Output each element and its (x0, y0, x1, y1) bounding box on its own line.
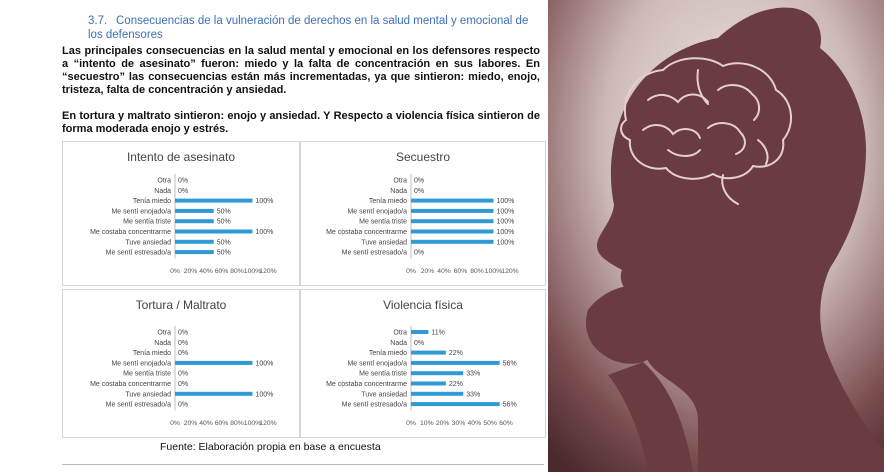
tick-label: 40% (199, 420, 213, 427)
tick-label: 100% (243, 420, 262, 427)
category-label: Nada (154, 339, 171, 347)
category-label: Me sentí enojado/a (111, 360, 171, 368)
category-label: Me sentí enojado/a (111, 208, 171, 216)
data-label: 50% (216, 218, 231, 226)
bar (175, 199, 253, 203)
tick-label: 30% (451, 420, 466, 427)
tick-label: 40% (199, 268, 213, 275)
data-label: 0% (414, 339, 425, 347)
category-label: Me costaba concentrarme (326, 229, 407, 236)
bar (411, 371, 463, 375)
data-label: 0% (414, 187, 425, 195)
data-label: 0% (178, 370, 189, 378)
category-label: Tenía miedo (132, 198, 171, 206)
category-label: Tenía miedo (368, 350, 407, 358)
category-label: Me sentí enojado/a (347, 208, 407, 216)
data-label: 0% (178, 350, 189, 358)
tick-label: 20% (435, 420, 450, 427)
chart-title: Tortura / Maltrato (135, 298, 227, 312)
data-label: 100% (496, 198, 515, 206)
data-label: 100% (255, 391, 274, 399)
bar (411, 209, 494, 213)
bar (411, 199, 494, 203)
tick-label: 20% (183, 420, 198, 427)
tick-label: 0% (170, 420, 180, 427)
category-label: Nada (390, 339, 407, 347)
category-label: Nada (154, 187, 171, 195)
bar (411, 240, 494, 244)
chart-tortura-maltrato (62, 289, 300, 438)
category-label: Me sentía triste (123, 218, 171, 226)
chart-plot (301, 142, 545, 285)
category-label: Me sentí estresado/a (105, 249, 171, 257)
category-label: Me sentía triste (359, 218, 407, 226)
category-label: Me sentí enojado/a (347, 360, 407, 368)
bar (175, 250, 214, 254)
bar (411, 219, 494, 223)
tick-label: 20% (420, 268, 435, 275)
bar (175, 240, 214, 244)
tick-label: 0% (406, 268, 416, 275)
bar (175, 392, 253, 396)
data-label: 22% (448, 381, 463, 388)
data-label: 33% (466, 391, 481, 399)
bar (175, 230, 253, 234)
divider (62, 464, 544, 465)
bar (175, 209, 214, 213)
tick-label: 10% (420, 420, 434, 427)
tick-label: 60% (214, 420, 229, 427)
category-label: Tenía miedo (132, 350, 171, 358)
category-label: Me sentí estresado/a (105, 401, 171, 409)
data-label: 0% (414, 177, 425, 185)
chart-plot (63, 142, 299, 285)
bar (411, 402, 500, 406)
chart-plot (301, 290, 545, 437)
category-label: Nada (390, 187, 407, 195)
head-silhouette-illustration (548, 0, 884, 472)
bar (411, 330, 428, 334)
tick-label: 120% (259, 420, 277, 427)
category-label: Me sentía triste (123, 370, 171, 378)
chart-title: Secuestro (395, 150, 451, 164)
data-label: 50% (216, 208, 231, 216)
data-label: 100% (496, 239, 515, 247)
bar (175, 219, 214, 223)
chart-title: Violencia física (383, 298, 463, 312)
data-label: 100% (255, 360, 274, 368)
data-label: 0% (178, 339, 189, 347)
data-label: 100% (496, 208, 515, 216)
bar (411, 351, 446, 355)
bar (411, 230, 494, 234)
tick-label: 0% (170, 268, 180, 275)
tick-label: 60% (499, 420, 513, 427)
data-label: 50% (216, 249, 231, 257)
category-label: Me costaba concentrarme (90, 229, 171, 236)
category-label: Otra (393, 177, 407, 185)
section-number: 3.7. (88, 15, 108, 27)
tick-label: 40% (437, 268, 451, 275)
category-label: Me sentía triste (359, 370, 407, 378)
category-label: Me sentí estresado/a (341, 401, 407, 409)
data-label: 100% (255, 229, 274, 236)
bar (175, 361, 253, 365)
category-label: Otra (157, 329, 171, 337)
data-label: 33% (466, 370, 481, 378)
category-label: Otra (157, 177, 171, 185)
tick-label: 80% (230, 268, 244, 275)
data-label: 56% (502, 401, 517, 409)
data-label: 22% (448, 350, 463, 358)
tick-label: 120% (501, 268, 519, 275)
data-label: 100% (255, 198, 274, 206)
tick-label: 80% (230, 420, 244, 427)
category-label: Tuve ansiedad (125, 391, 171, 399)
data-label: 0% (178, 401, 189, 409)
data-label: 100% (496, 229, 515, 236)
category-label: Me sentí estresado/a (341, 249, 407, 257)
source-caption: Fuente: Elaboración propia en base a encuesta (160, 441, 381, 453)
category-label: Tuve ansiedad (125, 239, 171, 247)
bar (411, 382, 446, 386)
data-label: 56% (502, 360, 517, 368)
data-label: 0% (178, 187, 189, 195)
tick-label: 0% (406, 420, 416, 427)
category-label: Tuve ansiedad (361, 239, 407, 247)
bar (411, 392, 463, 396)
paragraph-2: En tortura y maltrato sintieron: enojo y ansiedad. Y Respecto a violencia física sintieron de forma moderada enojo y estrés. (62, 110, 540, 135)
tick-label: 60% (453, 268, 468, 275)
section-heading (88, 14, 543, 42)
chart-secuestro (300, 141, 546, 286)
tick-label: 60% (214, 268, 229, 275)
category-label: Otra (393, 329, 407, 337)
data-label: 0% (178, 381, 189, 388)
data-label: 50% (216, 239, 231, 247)
tick-label: 100% (243, 268, 262, 275)
category-label: Tenía miedo (368, 198, 407, 206)
data-label: 0% (178, 329, 189, 337)
data-label: 11% (431, 329, 445, 337)
category-label: Me costaba concentrarme (90, 381, 171, 388)
data-label: 0% (178, 177, 189, 185)
data-label: 100% (496, 218, 515, 226)
tick-label: 20% (183, 268, 198, 275)
category-label: Tuve ansiedad (361, 391, 407, 399)
paragraph-1: Las principales consecuencias en la salud mental y emocional en los defensores respecto a “intento de asesinato” fueron: miedo y la falta de concentración en sus labores. En “secuestro” las consecuencias están más incrementadas, ya que sintieron: miedo, enojo, tristeza, falta de concentración y ansiedad. (62, 45, 540, 96)
chart-intento-de-asesinato (62, 141, 300, 286)
bar (411, 361, 500, 365)
chart-title: Intento de asesinato (126, 150, 236, 164)
category-label: Me costaba concentrarme (326, 381, 407, 388)
data-label: 0% (414, 249, 425, 257)
chart-plot (63, 290, 299, 437)
section-title: Consecuencias de la vulneración de derechos en la salud mental y emocional de los defensores (88, 15, 529, 41)
tick-label: 80% (470, 268, 484, 275)
tick-label: 120% (259, 268, 277, 275)
tick-label: 40% (467, 420, 482, 427)
tick-label: 100% (484, 268, 503, 275)
tick-label: 50% (483, 420, 497, 427)
chart-violencia-fisica (300, 289, 546, 438)
